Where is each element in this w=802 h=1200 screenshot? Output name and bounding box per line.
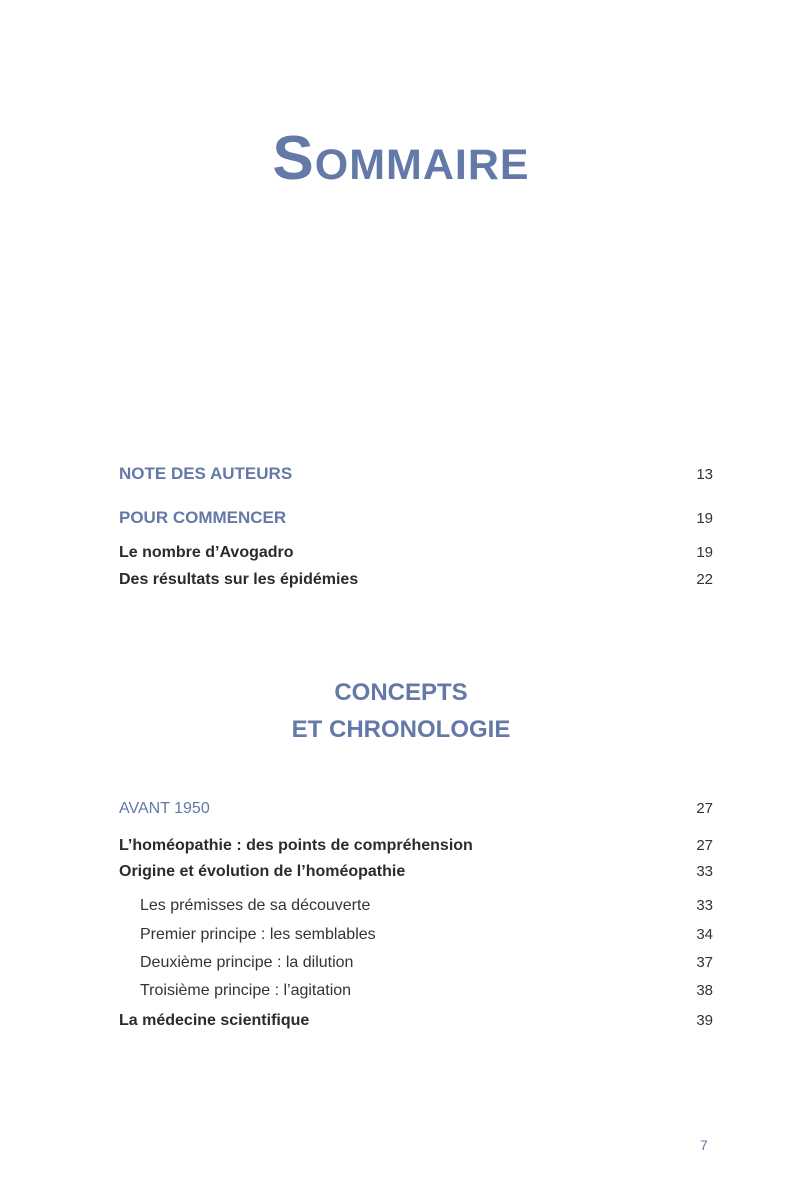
toc-entry-page: 19	[696, 544, 713, 561]
part-title-line2: ET CHRONOLOGIE	[291, 716, 511, 743]
toc-entry-page: 27	[696, 837, 713, 854]
toc-entry-page: 19	[696, 510, 713, 527]
toc-entry-label: Des résultats sur les épidémies	[119, 571, 359, 588]
toc-entry-label: Le nombre d’Avogadro	[119, 544, 294, 561]
toc-entry-label: AVANT 1950	[119, 800, 210, 817]
toc-entry-note-des-auteurs[interactable]	[119, 465, 713, 482]
toc-entry-page: 34	[696, 926, 713, 943]
toc-entry-label: L’homéopathie : des points de compréhension	[119, 837, 473, 854]
toc-entry-label: Troisième principe : l’agitation	[140, 982, 352, 999]
toc-entry-page: 33	[696, 863, 713, 880]
toc-entry-deuxieme-principe[interactable]	[140, 955, 713, 971]
toc-entry-label: Les prémisses de sa découverte	[140, 897, 371, 914]
toc-entry-label: Premier principe : les semblables	[140, 926, 376, 943]
toc-entry-pour-commencer[interactable]	[119, 509, 713, 526]
toc-entry-page: 22	[696, 571, 713, 588]
toc-entry-page: 37	[696, 954, 713, 971]
toc-entry-premier-principe[interactable]	[140, 927, 713, 943]
toc-entry-label: NOTE DES AUTEURS	[119, 464, 293, 483]
toc-entry-resultats-epidemies[interactable]	[119, 572, 713, 588]
toc-entry-homeopathie-comprehension[interactable]	[119, 838, 713, 854]
toc-entry-label: POUR COMMENCER	[119, 508, 287, 527]
toc-entry-page: 27	[696, 800, 713, 817]
toc-entry-medecine-scientifique[interactable]	[119, 1013, 713, 1029]
toc-entry-page: 33	[696, 897, 713, 914]
toc-entry-page: 39	[696, 1012, 713, 1029]
toc-entry-avant-1950[interactable]	[119, 801, 713, 817]
toc-entry-label: Origine et évolution de l’homéopathie	[119, 863, 406, 880]
toc-entry-premisses[interactable]	[140, 898, 713, 914]
toc-entry-label: La médecine scientifique	[119, 1012, 310, 1029]
part-title-line1: CONCEPTS	[334, 679, 468, 706]
toc-entry-origine-evolution[interactable]	[119, 864, 713, 880]
page-title: Sommaire	[272, 124, 530, 193]
toc-entry-page: 38	[696, 982, 713, 999]
page-number: 7	[700, 1137, 708, 1153]
toc-entry-label: Deuxième principe : la dilution	[140, 954, 354, 971]
toc-entry-troisieme-principe[interactable]	[140, 983, 713, 999]
toc-entry-page: 13	[696, 466, 713, 483]
toc-entry-nombre-avogadro[interactable]	[119, 545, 713, 561]
